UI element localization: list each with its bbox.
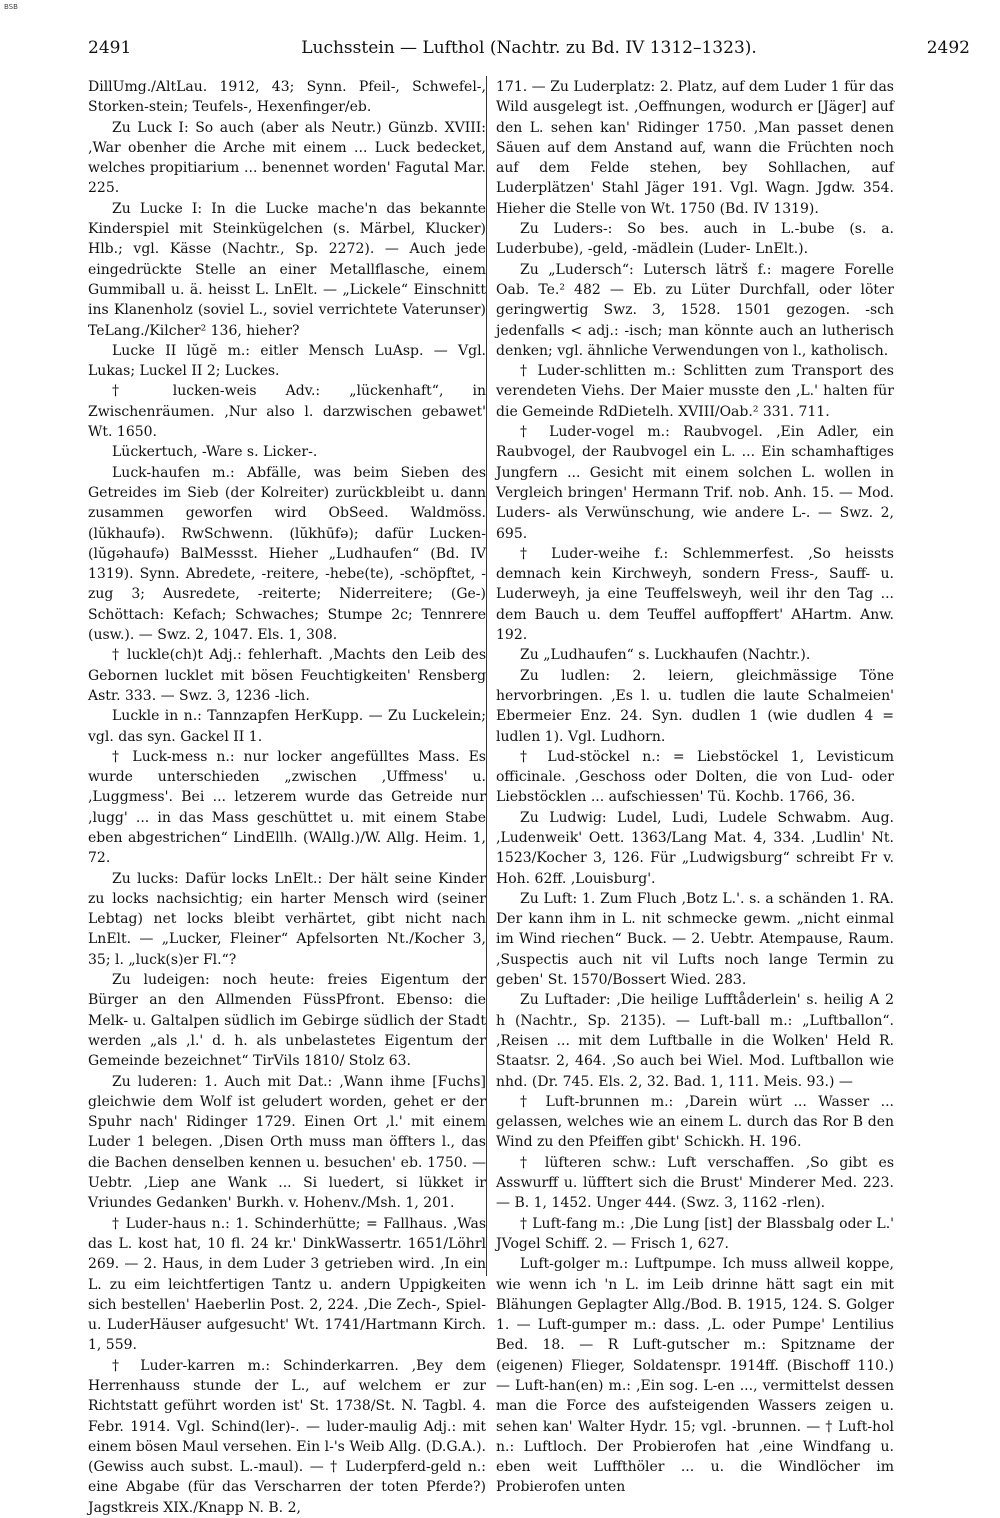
dictionary-entry: Luck-haufen m.: Abfälle, was beim Sieben des Getreides im Sieb (der Kolreiter) zurückbleibt u. dann zusammen geworfen wird ObSeed. Waldmöss. (lŭkhaufə). RwSchwenn. (lŭkhūfə); dafür Lucken-(lŭgəhaufə) BalMessst. Hieher „Ludhaufen“ (Bd. IV 1319). Synn. Abredete, -reitere, -hebe(te), -schöpftet, -zug 3; Ausredete, -reiterte; Niderreitere; (Ge-) Schöttach: Kefach; Schwaches; Stumpe 2c; Tennrere (usw.). — Swz. 2, 1047. Els. 1, 308.: [88, 464, 486, 644]
dictionary-entry: † Luft-brunnen m.: ‚Darein würt ... Wasser ... gelassen, welches wie an einem L. durch das Ror B den Wind zu den Pfeiffen gibt' Schickh. H. 196.: [496, 1093, 894, 1151]
dictionary-entry: Zu ludlen: 2. leiern, gleichmässige Töne hervorbringen. ‚Es l. u. tudlen die laute Schalmeien' Ebermeier Enz. 24. Syn. dudlen 1 (wie dudlen 4 = ludlen 1). Vgl. Ludhorn.: [496, 667, 894, 745]
dictionary-entry: Zu „Ludhaufen“ s. Luckhaufen (Nachtr.).: [520, 647, 811, 664]
column-divider: [486, 76, 487, 1276]
library-mark: BSB: [4, 3, 18, 11]
dictionary-entry: Zu Lucke I: In die Lucke mache'n das bekannte Kinderspiel mit Steinkügelchen (s. Märbel, Klucker) Hlb.; vgl. Kässe (Nachtr., Sp. 2272). — Auch jede eingedrückte Stelle an einer Metallflasche, einem Gummiball u. ä. heisst L. LnElt. — „Lickele“ Einschnitt ins Klanenholz (soviel L., soviel verrichtete Vaterunser) TeLang./Kilcher² 136, hieher?: [88, 200, 486, 339]
dictionary-entry: † Luder-schlitten m.: Schlitten zum Transport des verendeten Viehs. Der Maier musste den ‚L.' halten für die Gemeinde RdDietelh. XVIII/Oab.² 331. 711.: [496, 363, 894, 420]
dictionary-entry: † Luck-mess n.: nur locker angefülltes Mass. Es wurde unterschieden „zwischen ‚Uffmess' u. ‚Luggmess'. Bei ... letzerem wurde das Getreide nur ‚lugg' ... in das Mass geschüttet u. mit einem Stabe eben abgestrichen“ LindEllh. (WAllg.)/W. Allg. Heim. 1, 72.: [88, 748, 486, 867]
dictionary-entry: † Lud-stöckel n.: = Liebstöckel 1, Levisticum officinale. ‚Geschoss oder Dolten, die von Lud- oder Liebstöcklen ... aufschiessen' Tü. Kochb. 1766, 36.: [496, 748, 894, 806]
dictionary-entry: † Luft-fang m.: ‚Die Lung [ist] der Blassbalg oder L.' JVogel Schiff. 2. — Frisch 1, 627.: [496, 1215, 894, 1252]
dictionary-entry: Zu Luftader: ‚Die heilige Lufftåderlein' s. heilig A 2 h (Nachtr., Sp. 2135). — Luft-ball m.: „Luftballon“. ‚Reisen ... mit dem Luftballe in die Wolken' Held R. Staatsr. 2, 464. ‚So auch bei Wiel. Mod. Luftballon wie nhd. (Dr. 745. Els. 2, 32. Bad. 1, 111. Meis. 93.) —: [496, 992, 894, 1090]
dictionary-entry: Zu Luck I: So auch (aber als Neutr.) Günzb. XVIII: ‚War obenher die Arche mit einem ... Luck bedecket, welches propitiarium ... benennet worden' Fagutal Mar. 225.: [88, 119, 486, 197]
right-column: [496, 77, 894, 1496]
dictionary-entry: Zu Luft: 1. Zum Fluch ‚Botz L.'. s. a schänden 1. RA. Der kann ihm in L. nit schmecke gewm. „nicht einmal im Wind riechen“ Buck. — 2. Uebtr. Atempause, Raum. ‚Suspectis auch nit vil Lufts noch lange Termin zu geben' St. 1570/Bossert Wied. 283.: [496, 890, 894, 989]
running-title: Luchsstein — Lufthol (Nachtr. zu Bd. IV 1312–1323).: [301, 38, 757, 58]
dictionary-entry: Zu Luders-: So bes. auch in L.-bube (s. a. Luderbube), -geld, -mädlein (Luder- LnElt.).: [496, 221, 894, 258]
dictionary-entry: † lucken-weis Adv.: „lückenhaft“, in Zwischenräumen. ‚Nur also l. darzwischen gebawet' Wt. 1650.: [88, 383, 486, 441]
dictionary-entry: DillUmg./AltLau. 1912, 43; Synn. Pfeil-, Schwefel-, Storken-stein; Teufels-, Hexenfinger/eb.: [88, 79, 486, 116]
dictionary-entry: Zu luderen: 1. Auch mit Dat.: ‚Wann ihme [Fuchs] gleichwie dem Wolf ist geludert worden, gehet er der Spuhr nach' Ridinger 1729. Einen Ort ‚l.' mit einem Luder 1 belegen. ‚Disen Orth muss man öffters l., das die Bachen denselben kennen u. besuchen' eb. 1750. — Uebtr. ‚Liep ane Wank ... Si luedert, si lükket ir Vriundes Gedanken' Burkh. v. Hohenv./Msh. 1, 201.: [88, 1073, 486, 1212]
dictionary-entry: Zu „Ludersch“: Lutersch lätrš f.: magere Forelle Oab. Te.² 482 — Eb. zu Lüter Durchfall, oder löter geringwertig Swz. 3, 1528. 1501 gezogen. -sch jedenfalls < adj.: -isch; man könnte auch an lutherisch denken; vgl. ähnliche Verwendungen von l., katholisch.: [496, 261, 894, 359]
dictionary-entry: † Luder-weihe f.: Schlemmerfest. ‚So heissts demnach kein Kirchweyh, sondern Fress-, Sauff- u. Luderweyh, ja eine Teuffelsweyh, weil ihr den Tag ... dem Bauch u. dem Teuffel auffopffert' AHartm. Anw. 192.: [496, 545, 894, 644]
dictionary-entry: Luft-golger m.: Luftpumpe. Ich muss allweil koppe, wie wenn ich 'n L. im Leib drinne hätt sagt ein mit Blähungen Geplagter Allg./Bod. B. 1915, 124. S. Golger 1. — Luft-gumper m.: dass. ‚L. oder Pumpe' Lentilius Bed. 18. — R Luft-gutscher m.: Spitzname der (eigenen) Flieger, Soldatenspr. 1914ff. (Bischoff 110.) — Luft-han(en) m.: ‚Ein sog. L-en ..., vermittelst dessen man die Force des aufsteigenden Wassers zeigen u. sehen kan' Walter Hydr. 15; vgl. -brunnen. — † Luft-hol n.: Luftloch. Der Probierofen hat ‚eine Windfang u. eben weit Luffthöler ... u. die Windlöcher im Probierofen unten: [496, 1256, 894, 1496]
dictionary-entry: Lückertuch, -Ware s. Licker-.: [112, 444, 318, 461]
dictionary-entry: 171. — Zu Luderplatz: 2. Platz, auf dem Luder 1 für das Wild ausgelegt ist. ‚Oeffnungen, wodurch er [Jäger] auf den L. sehen kan' Ridinger 1750. ‚Man passet denen Säuen auf dem Anstand auf, wann die Früchten noch auf dem Felde stehen, bey Sohllachen, auf Luderplätzen' Stahl Jäger 191. Vgl. Wagn. Jgdw. 354. Hieher die Stelle von Wt. 1750 (Bd. IV 1319).: [496, 79, 894, 217]
dictionary-entry: Zu ludeigen: noch heute: freies Eigentum der Bürger an den Allmenden FüssPfront. Ebenso: die Melk- u. Galtalpen südlich im Gebirge südlich der Stadt werden „als ‚l.' d. h. als unbelastetes Eigentum der Gemeinde bezeichnet“ TirVils 1810/ Stolz 63.: [88, 972, 486, 1070]
dictionary-entry: Zu Ludwig: Ludel, Ludi, Ludele Schwabm. Aug. ‚Ludenweik' Oett. 1363/Lang Mat. 4, 334. ‚Ludlin' Nt. 1523/Kocher 3, 126. Für „Ludwigsburg“ schreibt Fr v. Hoh. 62ff. ‚Louisburg'.: [496, 809, 894, 887]
dictionary-entry: † Luder-vogel m.: Raubvogel. ‚Ein Adler, ein Raubvogel, der Raubvogel ein L. ... Ein schamhaftiges Jungfern ... Gesicht mit einem solchen L. wollen in Vergleich bringen' Hermann Trif. nob. Anh. 15. — Mod. Luders- als Verwünschung, wie andere L-. — Swz. 2, 695.: [496, 424, 894, 542]
dictionary-entry: Zu lucks: Dafür locks LnElt.: Der hält seine Kinder zu locks nachsichtig; ein harter Mensch wird (seiner Lebtag) net locks bleibt verhärtet, gibt nicht nach LnElt. — „Lucker, Fleiner“ Apfelsorten Nt./Kocher 3, 35; l. „luck(s)er Fl.“?: [88, 870, 486, 968]
dictionary-entry: † lüfteren schw.: Luft verschaffen. ‚So gibt es Asswurff u. lüfftert sich die Brust' Minderer Med. 223. — B. 1, 1452. Unger 444. (Swz. 3, 1162 -rlen).: [496, 1154, 894, 1212]
dictionary-entry: † Luder-karren m.: Schinderkarren. ‚Bey dem Herrenhauss stunde der L., auf welchem er zur Richtstatt geführt worden ist' St. 1738/St. N. Tagbl. 4. Febr. 1914. Vgl. Schind(ler)-. — luder-maulig Adj.: mit einem bösen Maul versehen. Ein l-'s Weib Allg. (D.G.A.). (Gewiss auch subst. L.-maul). — † Luderpferd-geld n.: eine Abgabe (für das Verscharren der toten Pferde?) Jagstkreis XIX./Knapp N. B. 2,: [88, 1357, 486, 1516]
page-number-left: 2491: [88, 38, 132, 58]
left-column: [88, 77, 486, 1516]
dictionary-entry: Luckle in n.: Tannzapfen HerKupp. — Zu Luckelein; vgl. das syn. Gackel II 1.: [88, 708, 486, 745]
dictionary-entry: Lucke II lŭgĕ m.: eitler Mensch LuAsp. — Vgl. Lukas; Luckel II 2; Luckes.: [88, 342, 486, 380]
dictionary-entry: † luckle(ch)t Adj.: fehlerhaft. ‚Machts den Leib des Gebornen lucklet mit bösen Feuchtigkeiten' Rensberg Astr. 333. — Swz. 3, 1236 -lich.: [88, 647, 486, 704]
page-number-right: 2492: [926, 38, 970, 58]
dictionary-entry: † Luder-haus n.: 1. Schinderhütte; = Fallhaus. ‚Was das L. kost hat, 10 fl. 24 kr.' DinkWassertr. 1651/Löhrl 269. — 2. Haus, in dem Luder 3 getrieben wird. ‚In ein L. zu eim leichtfertigen Tantz u. andern Uppigkeiten sich bestellen' Haeberlin Post. 2, 224. ‚Die Zech-, Spiel- u. LuderHäuser aufgesucht' Wt. 1741/Hartmann Kirch. 1, 559.: [88, 1215, 486, 1354]
page-header: [88, 38, 970, 62]
